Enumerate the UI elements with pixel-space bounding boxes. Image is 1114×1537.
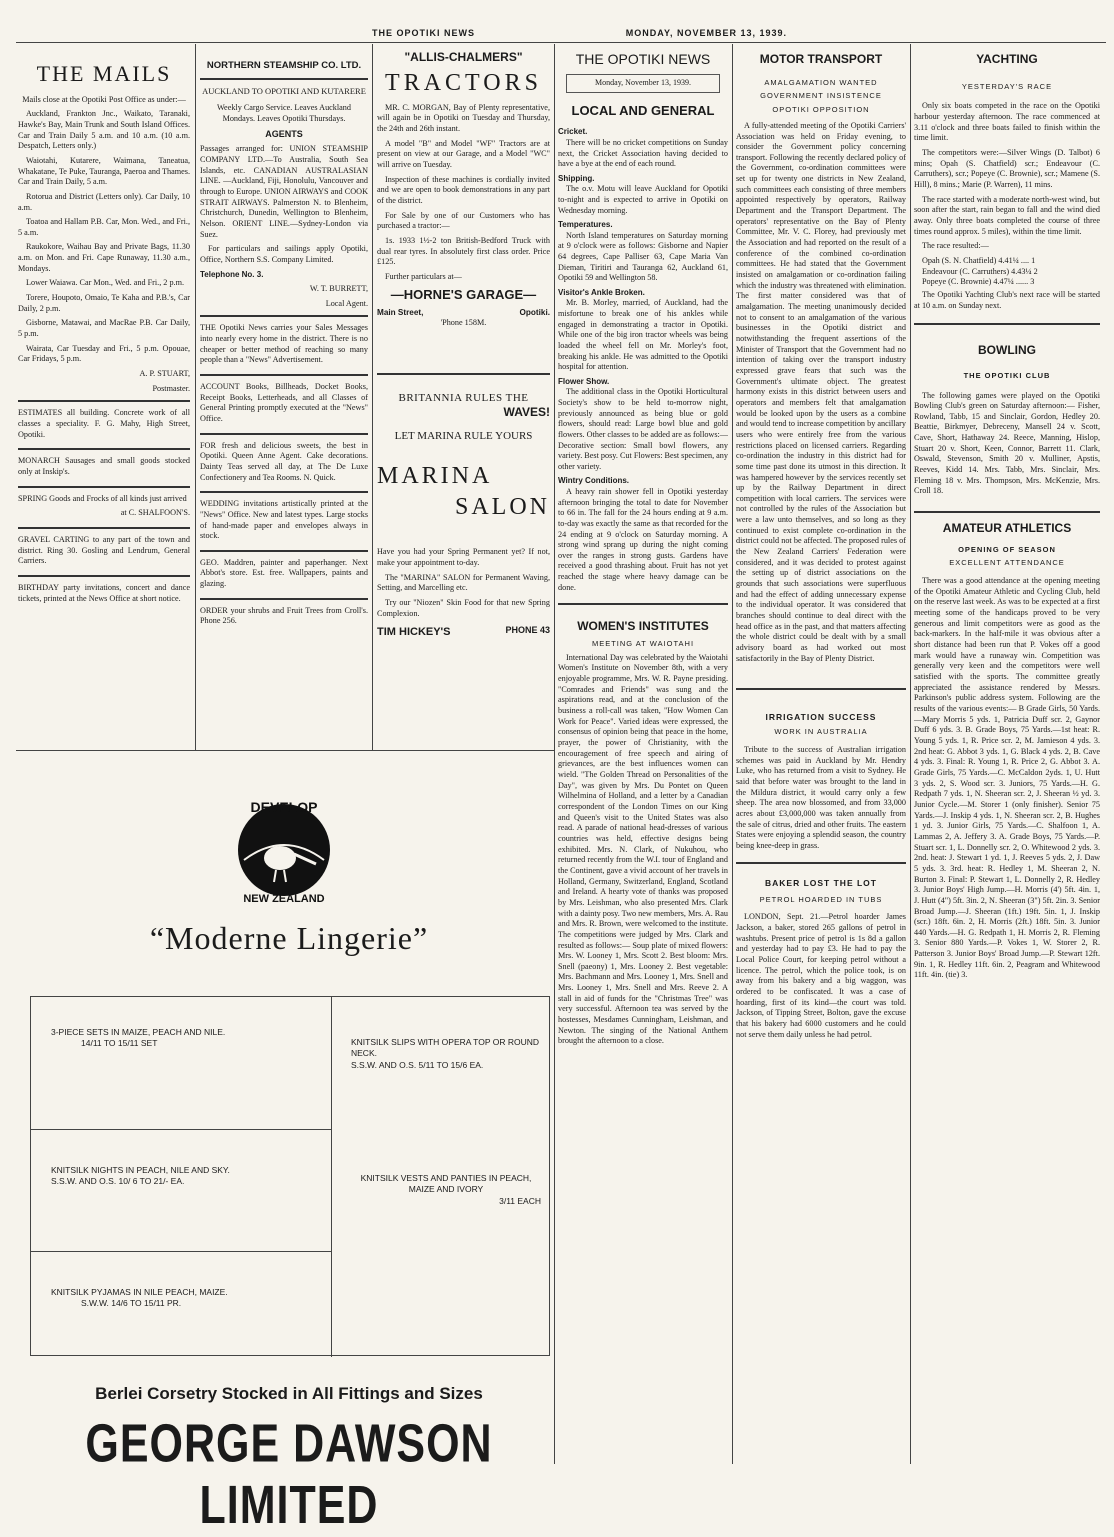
tractors-title: TRACTORS [385,69,542,96]
divider [18,448,190,450]
steamship-title: NORTHERN STEAMSHIP CO. LTD. [206,60,362,71]
news-item [558,220,728,284]
waves-line: WAVES! [503,405,550,420]
news-date: Monday, November 13, 1939. [566,74,720,92]
mail-entry: Wairata, Car Tuesday and Fri., 5 p.m. Opouae, Car Fridays, 5 p.m. [18,343,190,364]
yachting-result: Opah (S. N. Chatfield) 4.41¼ .... 1 [922,255,1036,265]
bowling-heading: BOWLING [978,343,1036,358]
masthead-date: MONDAY, NOVEMBER 13, 1939. [625,28,787,38]
transport-subheading: AMALGAMATION WANTED [764,77,878,87]
mail-entry: Raukokore, Waihau Bay and Private Bags, 11.30 a.m. on Mon. and Fri. Cape Runaway, 11.30 a.m., Mondays. [18,242,190,273]
postmaster-name: A. P. STUART, [139,369,190,379]
tractors-text: For Sale by one of our Customers who has purchased a tractor:— [377,210,550,231]
britannia-line: BRITANNIA RULES THE [398,391,529,404]
divider [18,400,190,402]
bowling-text: The following games were played on the Opotiki Bowling Club's green on Saturday afternoon:— Fisher, Rowland, Tabb, 15 and Sinclair, Gordon, Hedley 20. Beattie, Birkmyer, Debreceny, Mansell 24 v. Scott, Cave, Short, Hathaway 24. Reece, Manning, Hislop, Stuart 20 v. Short, Keen, Connor, Barrett 11. Clark, Oswald, Stevenson, Smith 20 v. Mulliner, Apstis, Reeves, Kidd 14. Mrs. Tabb, Mrs. Sinclair, Mrs. Fleming 18 v. Mrs. Thompson, Mrs. McKenzie, Mrs. Croll 18. [914,390,1100,496]
news-item-text: A heavy rain shower fell in Opotiki yesterday afternoon bringing the total to date for November to 66 in. The fall for the 24 hours ending at 9 a.m. to-day was exactly the same as that recorded for the 24 ending at 9 o'clock on Saturday morning. A strong wind sprang up during the night coming over the ranges in strong gusts. Gardens have received a good thrashing about. Fruit has not yet reached the stage where heavy damage can be done. [558,486,728,592]
classified-ad: BIRTHDAY party invitations, concert and dance tickets, printed at the News Office at short notice. [18,582,190,603]
lingerie-item-price: S.W.W. 14/6 TO 15/11 PR. [81,1298,182,1309]
column-rule [732,44,733,1464]
marina-slogan: LET MARINA RULE YOURS [394,429,533,442]
mail-entry: Torere, Houpoto, Omaio, Te Kaha and P.B.'s, Car Daily, 2 p.m. [18,293,190,313]
lingerie-item-name: KNITSILK VESTS AND PANTIES IN PEACH, MAIZE AND IVORY [360,1173,532,1195]
news-item-heading: Visitor's Ankle Broken. [558,287,645,297]
salon-title: SALON [454,494,550,521]
yachting-results [914,256,1100,288]
agent-title: Local Agent. [325,298,368,308]
classified-ad: GEO. Maddren, painter and paperhanger. Next Abbot's store. Est. free. Wallpapers, paints and glazing. [200,557,368,589]
lingerie-item [351,1037,541,1071]
news-item [558,476,728,593]
yachting-text: The race started with a moderate north-west wind, but soon after the start, rain began to fall and the wind died away. Only three boats completed the course of three times round approx. 5 miles), within the time limit. [914,194,1100,236]
tractors-text: Inspection of these machines is cordially invited and we are open to book demonstrations in any part of the district. [377,174,550,206]
divider [558,603,728,605]
mail-entry: Waiotahi, Kutarere, Waimana, Taneatua, Whakatane, Te Puke, Tauranga, Paeroa and Thames. Car and Train Daily, 5 a.m. [18,155,190,187]
classified-ad: THE Opotiki News carries your Sales Messages into nearly every home in the district. There is no cheaper or better method of reaching so many people than a "News" Advertisement. [200,323,368,365]
tim-hickey-name: TIM HICKEY'S [377,626,451,639]
yachting-heading: YACHTING [976,52,1038,66]
divider [200,315,368,317]
marina-title: MARINA [377,463,493,490]
tractors-brand: "ALLIS-CHALMERS" [404,50,523,64]
emblem-bottom-text: NEW ZEALAND [243,893,325,905]
divider [377,373,550,375]
yachting-text: Only six boats competed in the race on the Opotiki harbour yesterday afternoon. The race commenced at 3.11 o'clock and three boats failed to finish within the time limit. [914,101,1100,143]
masthead [372,28,787,40]
classified-ad: FOR fresh and delicious sweets, the best in Opotiki. Queen Anne Agent. Cake decorations. Dainty Teas served all day, at The De Luxe Confectionery and Tea Rooms. N. Quick. [200,440,368,482]
lingerie-item-price: S.S.W. AND O.S. 10/ 6 TO 21/- EA. [51,1176,185,1187]
baker-heading: BAKER LOST THE LOT [765,877,877,888]
athletics-subheading: EXCELLENT ATTENDANCE [949,558,1065,568]
tim-hickey-phone: PHONE 43 [505,625,550,636]
column-rule [910,44,911,1464]
divider [200,433,368,435]
news-item-text: There will be no cricket competitions on Sunday next, the Cricket Association having decided to have a bye at the end of each round. [558,137,728,169]
news-item-heading: Cricket. [558,127,588,137]
lingerie-item [51,1287,311,1310]
mail-entry: Lower Waiawa. Car Mon., Wed. and Fri., 2 p.m. [26,278,185,288]
divider [200,491,368,493]
lingerie-price-grid [30,996,550,1356]
wi-subheading: MEETING AT WAIOTAHI [591,639,695,649]
grid-rule [31,1251,331,1252]
divider [18,527,190,529]
transport-subheading: OPOTIKI OPPOSITION [772,105,870,115]
news-item [558,377,728,473]
irrigation-heading: IRRIGATION SUCCESS [765,712,877,723]
steamship-route: AUCKLAND TO OPOTIKI AND KUTARERE [202,86,366,97]
transport-column [736,44,906,1464]
mail-entry: Toatoa and Hallam P.B. Car, Mon. Wed., and Fri., 5 a.m. [18,217,190,237]
marina-text: Have you had your Spring Permanent yet? If not, make your appointment to-day. [377,547,550,568]
wi-heading: WOMEN'S INSTITUTES [577,619,709,634]
divider [18,486,190,488]
news-item-text: The additional class in the Opotiki Horticultural Society's show to be held to-morrow night, previously announced as being blue or gold flowers, should read: Large bowl blue and gold flowers. Other classes to be added are as follows:—Decorative section: Small bowl flowers, any variety. Best posy. Cut Flowers: Best specimen, any other variety. [558,387,728,471]
divider [200,598,368,600]
news-item [558,127,728,169]
classified-ad: ACCOUNT Books, Billheads, Docket Books, Receipt Books, Letterheads, and all Classes of General Printing promptly executed at the "News" Office. [200,381,368,423]
classified-ad: WEDDING invitations artistically printed at the "News" Office. New and latest types. Large stocks of hand-made paper and envelopes always in stock. [200,499,368,541]
agents-list: Passages arranged for: UNION STEAMSHIP COMPANY LTD.—To Australia, South Sea Islands, etc. CANADIAN AUSTRALASIAN LINE. —Auckland, Fiji, Honolulu, Vancouver and through to Europe. UNION AIRWAYS and COOK STRAIT AIRWAYS. Palmerston N. to Blenheim, Christchurch, Dunedin, Wellington to Blenheim, Nelson. ORIENT LINE.—Sydney-London via Suez. [200,144,368,239]
grid-rule [31,1129,331,1130]
baker-text: LONDON, Sept. 21.—Petrol hoarder James Jackson, a baker, stored 265 gallons of petrol in washtubs. Present price of petrol is 1s 8d a gallon and yesterday had to pay £3. He had to pay the Local Police Court, for keeping petrol without a licence. The petrol, which the police took, is on away from his bakery and a big waggon, was ordered to be confiscated. It was a case of hoarding, first of its kind—the court was told. Jackson, of Tipping Street, Bolton, gave the excuse that his bakery had 6000 customers and he could not serve them daily unless he had petrol. [736,912,906,1039]
mail-entry: Rotorua and District (Letters only). Car Daily, 10 a.m. [18,191,190,212]
classified-ad: SPRING Goods and Frocks of all kinds just arrived [18,493,187,503]
news-item-text: The o.v. Motu will leave Auckland for Opotiki to-night and is expected to arrive in Opotiki on Wednesday morning. [558,184,728,215]
divider [736,688,906,690]
top-rule [16,42,1106,43]
news-item [558,288,728,373]
divider [200,374,368,376]
irrigation-text: Tribute to the success of Australian irrigation schemes was paid in Auckland by Mr. Hendry Luke, who has returned from a visit to Sydney. He said that before water was brought to the land in the Mildura district, it would carry only a few sheep. The area now blossomed, and from 33,000 acres about £3,000,000 was taken annually from the sale of citrus, dried and other fruits. The eastern States were enjoying a splendid season, the country being knee-deep in grass. [736,745,906,851]
mail-entry: Auckland, Frankton Jnc., Waikato, Taranaki, Hawke's Bay, Main Trunk and South Island Offices. Car and Train Daily 5 a.m. and 10 a.m. (10 a.m. Despatch, Letters only.) [18,109,190,151]
tractors-text: 1s. 1933 1½-2 ton British-Bedford Truck with dual rear tyres. In absolutely first class order. Price £125. [377,236,550,267]
yachting-text: The competitors were:—Silver Wings (D. Talbot) 6 mins; Opah (S. Chatfield) scr.; Endeavour (C. Carruthers), scr.; Popeye (C. Brownie), scr.; Mamene (S. Hill), 8 mins.; Marie (P. Warren), 11 mins. [914,147,1100,189]
garage-address [377,308,550,319]
section-rule [16,750,554,751]
grid-rule [331,997,332,1357]
garage-street: Main Street, [377,307,424,317]
sport-column [914,44,1100,1464]
local-general-heading: LOCAL AND GENERAL [571,102,715,118]
news-item-heading: Flower Show. [558,376,610,386]
lingerie-item [51,1165,311,1188]
athletics-text: There was a good attendance at the opening meeting of the Opotiki Amateur Athletic and Cycling Club, held on the reserve last week. As was to be expected at a first meeting some of the handicaps proved to be very generous and limit competitors were as good as the back-markers. In the half-mile it was obvious after a short distance had been run that P. Vokes off a good mark would have a runaway win. Competition was generally very keen and the competitors were well satisfied with the sports. The committee greatly appreciated the assistance rendered by Messrs. Parkinson's public address system. Following are the results of the various events:— B Grade Girls, 50 Yards.—Mary Morris 5 yds. 1, Patricia Duff scr. 2, Gaynor Duff 6 yds. 3. B. Grade Boys, 75 Yards.—1st heat: R. Young 5 yds. 1, R. Price scr. 2, M. Jamieson 4 yds. 3. 2nd heat: G. Abbot 3 yds. 1, G. Black 4 yds. 2, B. Cave 4 yds. 3. Final: R. Young 1, R. Price 2, G. Abbot 3. A. Grade Girls, 75 Yards.—C. McCaldon 2yds. 1, U. Hutt 3 yds. 2, S. Wood scr. 3. Juniors, 75 Yards.—H. G. Redpath 7 yds. 1, N. Sheeran scr. 2, J. Sheeran ½ yd. 3. Junior Cycle.—M. Storer 1 (only finisher). Senior 75 Yards.—J. Inskip 4 yds. 1, N. Sheeran scr. 2, B. Hughes 1 yd. 3. Junior Girls, 75 Yards.—C. Shalfoon 1, A. Lammas 2, A. Jeffery 3. A. Grade Boys, 75 Yards.—P. Stuart scr. 1, L. Donnelly scr. 2, O. Whitewood 2 yds. 3. 2nd. heat: J. Stewart 1 yd. 1, J. Reeves 5 yds. 2, J. Daw 5 yds. 3. 3rd. heat: R. Hedley 1, M. Sheeran 2, N. Burton 3. Final: P. Stewart 1, L. Donnelly 2, R. Hedley 3. Junior Boys' High Jump.—H. Morris (4') 5ft. 4in. 1, J. Hutt (4") 5ft. 3in. 2, N. Sheeran (3") 5ft. 2in. 3. Senior Broad Jump.—J. Sheeran (1ft.) 19ft. 5in. 1, J. Inskip (scr.) 18ft. 6in. 2, H. Morris (2ft.) 18ft. 5in. 3. Junior 440 Yards.—H. G. Redpath 1, H. Morris 2, R. Fleming 3. Senior 880 Yards.—P. Vokes 1, W. Storer 2, R. Patterson 3. Junior Boys' Broad Jump.—P. Stewart 12ft. 9in. 1, R. Hedley 11ft. 6in. 2, Peagram and Whitewood 11ft. 4in. (tie) 3. [914,576,1100,980]
news-item-text: North Island temperatures on Saturday morning at 9 o'clock were as follows: Gisborne and Napier 64 degrees, Cape Palliser 63, Cape Maria Van Dieman, Tiritiri and Tauranga 62, Auckland 61, Opotiki 59 and Wellington 58. [558,230,728,283]
lingerie-item [51,1027,311,1050]
yachting-text: The race resulted:— [922,241,989,251]
lingerie-advertisement [24,760,554,1536]
classified-ad-signature: at C. SHALFOON'S. [120,508,190,518]
emblem-top-text: DEVELOP [250,799,318,815]
lingerie-item-price: 3/11 EACH [499,1195,541,1206]
divider [914,511,1100,513]
agents-heading: AGENTS [265,128,303,139]
news-item-text: Mr. B. Morley, married, of Auckland, had the misfortune to break one of his ankles while engaged in demonstrating a tractor in Opotiki. While one of the big iron tractor wheels was being loaded the wheel fell on Mr. Morley's foot, breaking his ankle. He was admitted to the Opotiki hospital for attention. [558,298,728,372]
george-dawson-name: GEORGE DAWSON LIMITED [85,1414,493,1536]
athletics-subheading: OPENING OF SEASON [958,544,1056,554]
garage-phone: 'Phone 158M. [440,318,487,328]
masthead-paper-name: THE OPOTIKI NEWS [372,28,476,38]
wi-text: International Day was celebrated by the Waiotahi Women's Institute on November 8th, with a very enjoyable programme, Mrs. W. R. Payne presiding. "Comrades and Friends" was sung and the aspirations read, and at the conclusion of the business a roll-call was taken, "How Women Can Work for Peace". Varied ideas were expressed, the consensus of opinion being that peace in the home, prayer, the power of Christianity, with the encouragement of free speech and airing of grievances, are the best influences women can wield. "The Golden Thread on Personalities of the Day", was given by Mrs. Du Pontet on Queen Wilhelmina of Holland, and a letter by a Canadian correspondent of the London Times on our King and Queen's visit to the United States was also read. A parade of national head-dresses of various countries was held, effective designs being exhibited. Mrs. N. Clark, of Nukuhou, who returned recently from the W.I. tour of England and the Continent, gave a vivid account of her travels in Holland, Germany, Switzerland, England, Scotland and Ireland. A hearty vote of thanks was proposed by Mrs. Leishman, who also presented Mrs. Clark with a dainty posy. Two new members, Mrs. A. Rau and Mrs. R. Brown, were welcomed to the institute. The competitions were judged by Mrs. Clark and resulted as follows:— Soup plate of mixed flowers: Mrs. W. Looney 1, Mrs. Scott 2. Best bloom: Mrs. Snell (paeony) 1, Mrs. Looney 2. Best vegetable: Mrs. Bachmann and Mrs. Looney 1, Mrs. Snell and Mrs. Looney 1, Mrs. Snell and Mrs. Reeve 2. A stall in aid of funds for the "Christmas Tree" was very successful. Afternoon tea was served by the hostesses, Mesdames Cunningham, Leishman, and Newton. The singing of the National Anthem brought the afternoon to a close. [558,652,728,1046]
garage-town: Opotiki. [519,307,550,317]
lingerie-item-price: S.S.W. AND O.S. 5/11 TO 15/6 EA. [351,1059,484,1070]
column-rule [554,44,555,1464]
lingerie-item-name: KNITSILK NIGHTS IN PEACH, NILE AND SKY. [51,1165,230,1175]
marina-text: Try our "Niozen" Skin Food for that new Spring Complexion. [377,598,550,618]
agent-name: W. T. BURRETT, [309,284,368,293]
divider [200,78,368,80]
news-item-heading: Shipping. [558,173,595,183]
baker-subheading: PETROL HOARDED IN TUBS [759,894,883,904]
lingerie-item-price: 14/11 TO 15/11 SET [81,1038,158,1049]
steamship-particulars: For particulars and sailings apply Opotiki, Office, Northern S.S. Company Limited. [200,244,368,264]
tractors-column [377,44,550,750]
divider [914,323,1100,325]
lingerie-item [351,1173,541,1207]
mails-intro: Mails close at the Opotiki Post Office as under:— [22,94,186,104]
lingerie-item-name: KNITSILK PYJAMAS IN NILE PEACH, MAIZE. [51,1287,228,1297]
steamship-column [200,44,368,750]
yachting-result: Endeavour (C. Carruthers) 4.43¼ 2 [922,266,1038,276]
classified-ad: GRAVEL CARTING to any part of the town and district. Ring 30. Gosling and Lendrum, General Carriers. [18,534,190,566]
news-title: THE OPOTIKI NEWS [575,51,711,67]
lingerie-title: “Moderne Lingerie” [149,920,429,956]
mails-title: THE MAILS [36,61,172,86]
divider [18,575,190,577]
yachting-text: The Opotiki Yachting Club's next race will be started at 10 a.m. on Sunday next. [914,289,1100,310]
divider [200,550,368,552]
tractors-text: Further particulars at— [385,271,462,281]
athletics-heading: AMATEUR ATHLETICS [942,521,1072,536]
berlei-line: Berlei Corsetry Stocked in All Fittings and Sizes [95,1384,483,1403]
garage-name: —HORNE'S GARAGE— [390,286,537,302]
yachting-subheading: YESTERDAY'S RACE [961,81,1053,91]
news-item-heading: Wintry Conditions. [558,476,630,486]
irrigation-subheading: WORK IN AUSTRALIA [774,727,868,737]
postmaster-title: Postmaster. [152,383,190,393]
classified-ad: MONARCH Sausages and small goods stocked only at Inskip's. [18,456,190,476]
lingerie-item-name: KNITSILK SLIPS WITH OPERA TOP OR ROUND NECK. [351,1037,539,1059]
news-item [558,174,728,216]
tim-hickey-line [377,625,550,639]
steamship-service: Weekly Cargo Service. Leaves Auckland Mondays. Leaves Opotiki Thursdays. [216,103,351,124]
transport-text: A fully-attended meeting of the Opotiki Carriers' Association was held on Friday evening, to consider the Government policy concerning transport. Following the recently declared policy of the Government, co-ordination committees were set up for twenty one districts in New Zealand, such committees each consisting of three members appointed respectively by operators, Railway Department and the Transport Department. The operators' representative on the Bay of Plenty Committee, Mr. V. C. Florey, had previously met the Association and had reported on the result of a conference of the combined co-ordination committees. He had stated that the Government insisted on amalgamation or co-ordination failing which the industry was threatened with elimination. The first matter considered was that of amalgamation. The meeting unanimously decided not to consent to an amalgamation of the various businesses in the Opotiki district and notwithstanding the frequent assertions of the Minister of Transport that the Government had no intention of taking over the transport industry expressed grave fears that such was the Government's ultimate object. The greatest harmony exists in this district between users and operators and members felt that amalgamation would be looked upon by the users as a combine and would tend to increase competition by ancillary users who were entirely free from the various restrictions placed on licensed carriers. Regarding co-ordination the industry in this district had for some time past done its utmost in this direction. It was hampered however by the services recently set up by the Railway Department in direct competition with local carriers. The services were not controlled by the rules of the Association but were a law unto themselves, and so long as they continued to exist complete co-ordination in the district could not be affected. The proposed rules of the New Zealand Carriers' Federation were considered, and it was decided to protest against the setting up of district associations on the grounds that such associations were superfluous and had the effect of adding unnecessary expense to the individual operator. It was considered that branches should continue to deal direct with the head office as in the past, and that matters affecting the whole district could be dealt with by a small advisory board as had worked out most satisfactorily in the Bay of Plenty District. [736,120,906,663]
classified-ad: ESTIMATES all building. Concrete work of all classes a speciality. F. G. Mahy, High Street, Opotiki. [18,408,190,439]
local-news-column [558,44,728,1464]
transport-heading: MOTOR TRANSPORT [759,52,883,66]
tractors-text: A model "B" and Model "WF" Tractors are at present on view at our Garage, and a Model "WC" will arrive on Tuesday. [377,138,550,170]
column-rule [372,44,373,750]
develop-new-zealand-emblem [224,790,344,910]
yachting-result: Popeye (C. Brownie) 4.47¼ ...... 3 [922,277,1035,287]
divider [736,862,906,864]
bowling-subheading: THE OPOTIKI CLUB [963,370,1051,380]
steamship-telephone: Telephone No. 3. [200,269,264,279]
transport-subheading: GOVERNMENT INSISTENCE [760,91,882,101]
mails-column [18,44,190,750]
classified-ad: ORDER your shrubs and Fruit Trees from Croll's. Phone 256. [200,605,368,626]
tractors-text: MR. C. MORGAN, Bay of Plenty representative, will again be in Opotiki on Tuesday and Thursday, the 24th and 26th instant. [377,102,550,134]
column-rule [195,44,196,750]
mail-entry: Gisborne, Matawai, and MacRae P.B. Car Daily, 5 p.m. [18,318,190,339]
marina-text: The "MARINA" SALON for Permanent Waving, Setting, and Marcelling etc. [377,572,550,593]
lingerie-item-name: 3-PIECE SETS IN MAIZE, PEACH AND NILE. [51,1027,226,1037]
news-item-heading: Temperatures. [558,220,613,230]
